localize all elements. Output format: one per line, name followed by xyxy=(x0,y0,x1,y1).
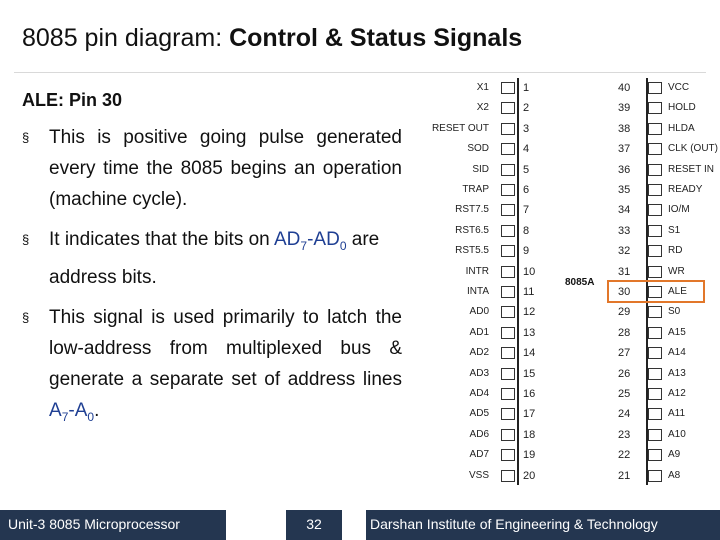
left-pin-number: 5 xyxy=(523,163,530,176)
right-pin-box xyxy=(648,266,662,278)
right-pin-name: ALE xyxy=(668,286,687,297)
right-pin-number: 25 xyxy=(618,388,631,400)
right-pin-number: 27 xyxy=(618,347,631,360)
left-pin-name: RESET OUT xyxy=(431,122,489,134)
ad7-label: $AD_7-AD_0$ xyxy=(273,229,347,253)
left-pin-name: AD1 xyxy=(469,326,489,338)
left-pin-number: 13 xyxy=(523,326,536,339)
pin-row xyxy=(425,241,720,261)
left-pin-name: SOD xyxy=(467,143,489,155)
right-pin-name: A10 xyxy=(668,428,686,440)
left-pin-box xyxy=(501,470,515,482)
pin-row xyxy=(425,404,720,424)
right-pin-number: 39 xyxy=(618,102,631,115)
left-pin-number: 7 xyxy=(523,204,530,217)
bullet-text: This is positive going pulse generated every time the 8085 begins an operation (machine cycle). xyxy=(49,127,402,210)
bullet-item xyxy=(22,224,402,293)
pin-row xyxy=(425,78,720,98)
right-pin-box xyxy=(648,368,662,380)
right-pin-number: 29 xyxy=(618,306,631,319)
pin-row xyxy=(425,323,720,343)
footer xyxy=(0,510,720,540)
right-pin-name: WR xyxy=(668,265,685,277)
right-pin-name: A12 xyxy=(668,388,686,399)
pin-row xyxy=(425,180,720,200)
bullet-text: This signal is used primarily to latch the low-address from multiplexed bus & generate a separate set of address lines xyxy=(49,306,402,390)
right-pin-box xyxy=(648,470,662,482)
left-pin-box xyxy=(501,82,515,94)
right-pin-number: 38 xyxy=(618,122,631,135)
title-bold-text: Control & Status Signals xyxy=(229,24,523,52)
right-pin-name: CLK (OUT) xyxy=(668,143,718,155)
bullet-list xyxy=(22,122,402,442)
left-pin-box xyxy=(501,245,515,257)
left-pin-number: 15 xyxy=(523,367,536,380)
bullet-item: § This signal is used primarily to latch the low-address from multiplexed bus & generate a separate set of address lines $A_7-A_0$. xyxy=(22,302,402,433)
right-pin-box xyxy=(648,388,662,400)
pin-row xyxy=(425,302,720,322)
bullet-mark-icon: § xyxy=(22,130,30,145)
footer-unit: Unit-3 8085 Microprocessor xyxy=(0,510,226,540)
left-pin-box xyxy=(501,123,515,135)
left-pin-box xyxy=(501,327,515,339)
left-pin-box xyxy=(501,102,515,114)
right-pin-number: 28 xyxy=(618,326,631,339)
pin-row xyxy=(425,139,720,159)
right-pin-name: S0 xyxy=(668,306,681,318)
left-pin-number: 17 xyxy=(523,408,536,421)
left-pin-number: 10 xyxy=(523,265,536,278)
left-pin-box xyxy=(501,449,515,461)
left-pin-name: SID xyxy=(472,163,489,175)
left-pin-number: 8 xyxy=(523,224,530,237)
right-pin-name: RD xyxy=(668,245,683,257)
subheading: ALE: Pin 30 xyxy=(22,90,123,110)
page-title xyxy=(22,24,522,53)
left-pin-number: 18 xyxy=(523,428,536,441)
left-pin-box xyxy=(501,388,515,400)
pin-row xyxy=(425,160,720,180)
pin-row xyxy=(425,445,720,465)
right-pin-name: IO/M xyxy=(668,204,690,216)
left-pin-number: 3 xyxy=(523,122,530,135)
pin-row xyxy=(425,466,720,486)
right-pin-name: A15 xyxy=(668,326,686,338)
bullet-item xyxy=(22,122,402,215)
left-pin-name: RST5.5 xyxy=(455,245,489,257)
left-pin-box xyxy=(501,164,515,176)
left-pin-number: 14 xyxy=(523,347,536,360)
right-pin-number: 26 xyxy=(618,367,631,380)
pin-row xyxy=(425,119,720,139)
right-pin-name: RESET IN xyxy=(668,163,714,175)
left-pin-name: RST6.5 xyxy=(455,224,489,236)
pin-row xyxy=(425,364,720,384)
left-pin-box xyxy=(501,184,515,196)
left-pin-name: AD6 xyxy=(469,428,489,440)
right-pin-number: 34 xyxy=(618,204,631,217)
left-pin-number: 16 xyxy=(523,388,536,400)
pin-row xyxy=(425,98,720,118)
right-pin-number: 24 xyxy=(618,408,631,421)
right-pin-number: 33 xyxy=(618,224,631,237)
left-pin-number: 2 xyxy=(523,102,530,115)
left-pin-number: 12 xyxy=(523,306,536,319)
right-pin-box xyxy=(648,204,662,216)
right-pin-number: 31 xyxy=(618,265,631,278)
right-pin-box xyxy=(648,123,662,135)
right-pin-number: 22 xyxy=(618,449,631,462)
chip-label: 8085A xyxy=(565,277,595,288)
left-pin-number: 9 xyxy=(523,245,530,258)
right-pin-box xyxy=(648,449,662,461)
left-pin-box xyxy=(501,286,515,298)
left-pin-name: TRAP xyxy=(462,184,489,195)
left-pin-number: 11 xyxy=(523,286,535,298)
pin-row xyxy=(425,425,720,445)
right-pin-name: A14 xyxy=(668,347,686,359)
right-pin-box xyxy=(648,306,662,318)
left-pin-box xyxy=(501,429,515,441)
ale-highlight-box xyxy=(607,280,705,303)
right-pin-box xyxy=(648,245,662,257)
right-pin-box xyxy=(648,82,662,94)
right-pin-name: VCC xyxy=(668,82,690,93)
left-pin-number: 20 xyxy=(523,469,536,482)
pin-row xyxy=(425,262,720,282)
pin-row xyxy=(425,221,720,241)
left-pin-name: AD7 xyxy=(469,449,489,461)
right-pin-box xyxy=(648,184,662,196)
left-pin-box xyxy=(501,368,515,380)
left-pin-number: 19 xyxy=(523,449,536,462)
left-pin-name: INTR xyxy=(465,265,489,277)
left-pin-name: X1 xyxy=(476,82,489,93)
right-pin-box xyxy=(648,225,662,237)
left-pin-box xyxy=(501,225,515,237)
left-pin-box xyxy=(501,266,515,278)
right-pin-box xyxy=(648,408,662,420)
right-pin-name: READY xyxy=(668,184,703,195)
left-pin-number: 6 xyxy=(523,184,530,196)
bullet-mark-icon: § xyxy=(22,232,30,247)
right-pin-name: A13 xyxy=(668,367,686,379)
right-pin-box xyxy=(648,164,662,176)
bullet-text: It indicates that the bits on xyxy=(49,229,274,250)
left-pin-box xyxy=(501,306,515,318)
pin-row xyxy=(425,343,720,363)
left-pin-name: AD2 xyxy=(469,347,489,359)
left-pin-name: RST7.5 xyxy=(455,204,489,216)
right-pin-name: HLDA xyxy=(668,122,695,134)
bullet-mark-icon: § xyxy=(22,309,30,325)
right-pin-number: 40 xyxy=(618,82,631,94)
right-pin-number: 37 xyxy=(618,143,631,156)
right-pin-number: 23 xyxy=(618,428,631,441)
right-pin-name: HOLD xyxy=(668,102,696,114)
right-pin-number: 35 xyxy=(618,184,631,196)
left-pin-number: 1 xyxy=(523,82,530,94)
right-pin-box xyxy=(648,327,662,339)
left-pin-number: 4 xyxy=(523,143,530,156)
right-pin-box xyxy=(648,143,662,155)
left-pin-name: INTA xyxy=(466,286,489,297)
right-pin-number: 36 xyxy=(618,163,631,176)
pin-row xyxy=(425,200,720,220)
left-pin-box xyxy=(501,408,515,420)
a7-label: $A_7-A_0$ xyxy=(49,399,95,424)
footer-institute: Darshan Institute of Engineering & Technology xyxy=(366,510,720,540)
left-pin-box xyxy=(501,143,515,155)
left-pin-name: VSS xyxy=(468,469,489,481)
title-divider xyxy=(14,72,706,73)
right-pin-name: S1 xyxy=(668,224,681,236)
left-pin-name: AD0 xyxy=(469,306,489,318)
left-pin-box xyxy=(501,204,515,216)
footer-page-number: 32 xyxy=(286,510,342,540)
left-pin-name: AD5 xyxy=(469,408,489,420)
bullet-text: are address bits. xyxy=(49,229,380,288)
left-pin-name: X2 xyxy=(476,102,489,114)
title-text: 8085 pin diagram: xyxy=(22,24,230,52)
right-pin-number: 21 xyxy=(618,469,631,482)
right-pin-box xyxy=(648,429,662,441)
right-pin-name: A9 xyxy=(668,449,681,461)
left-pin-box xyxy=(501,347,515,359)
right-pin-name: A11 xyxy=(668,408,686,420)
right-pin-number: 32 xyxy=(618,245,631,258)
right-pin-number: 30 xyxy=(618,286,631,298)
pin-row xyxy=(425,384,720,404)
left-pin-name: AD3 xyxy=(469,367,489,379)
right-pin-box xyxy=(648,347,662,359)
left-pin-name: AD4 xyxy=(469,388,489,399)
right-pin-box xyxy=(648,102,662,114)
right-pin-name: A8 xyxy=(668,469,681,481)
